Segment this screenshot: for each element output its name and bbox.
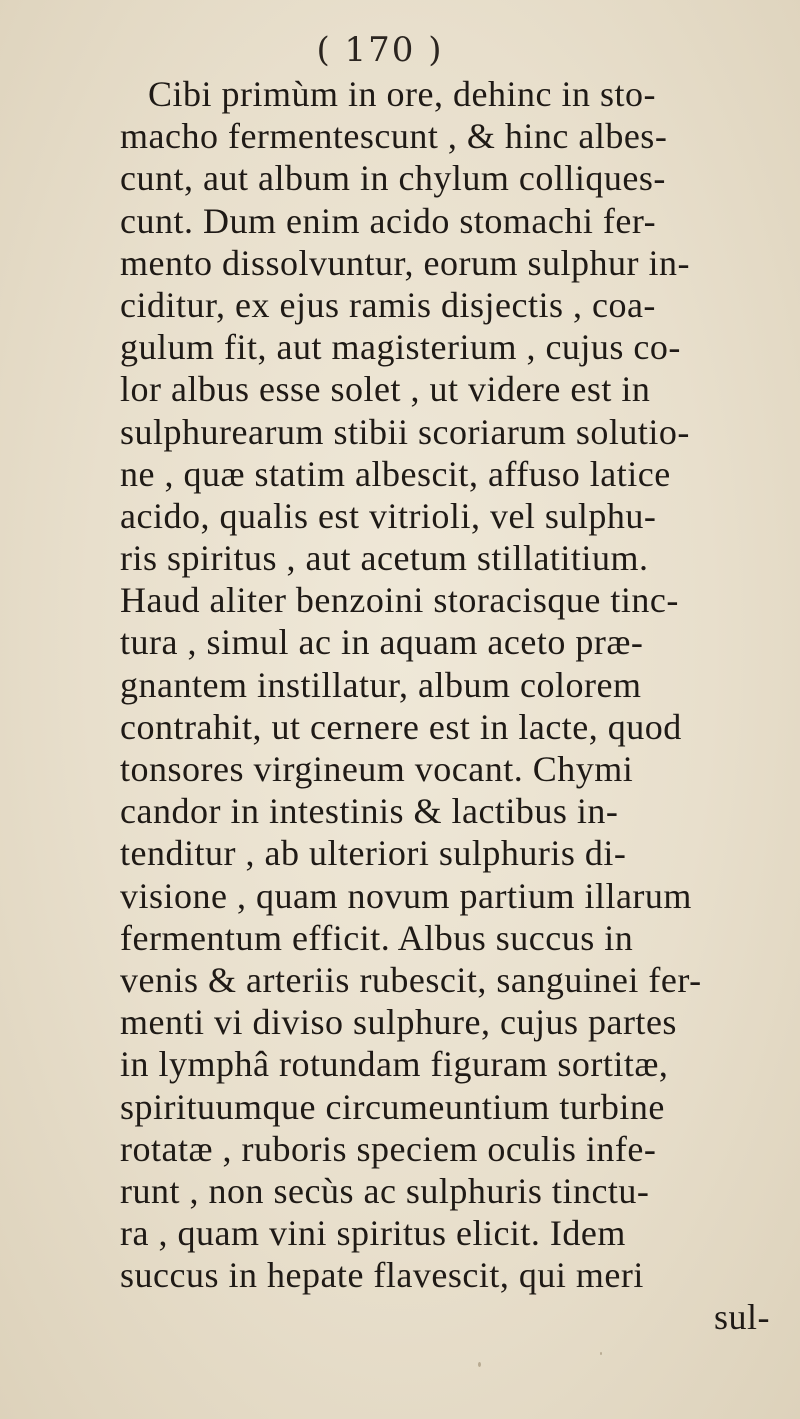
text-line-11: acido, qualis est vitrioli, vel sulphu- [120, 495, 657, 536]
text-line-13: Haud aliter benzoini storacisque tinc- [120, 580, 679, 621]
text-line-7: gulum fit, aut magisterium , cujus co- [120, 327, 681, 368]
text-line-5: mento dissolvuntur, eorum sulphur in- [120, 242, 691, 283]
text-line-28: ra , quam vini spiritus elicit. Idem [120, 1213, 626, 1254]
text-line-10: ne , quæ statim albescit, affuso latice [120, 453, 671, 494]
body-text [120, 73, 780, 1339]
text-line-25: spirituumque circumeuntium turbine [120, 1086, 665, 1127]
text-line-27: runt , non secùs ac sulphuris tinctu- [120, 1170, 650, 1211]
text-line-3: cunt, aut album in chylum colliques- [120, 158, 666, 199]
text-line-1: Cibi primùm in ore, dehinc in sto- [148, 74, 656, 114]
text-line-14: tura , simul ac in aquam aceto præ- [120, 622, 644, 663]
text-line-15: gnantem instillatur, album colorem [120, 664, 642, 705]
text-line-17: tonsores virgineum vocant. Chymi [120, 749, 634, 789]
text-line-26: rotatæ , ruboris speciem oculis infe- [120, 1128, 657, 1169]
text-line-9: sulphurearum stibii scoriarum solutio- [120, 411, 690, 452]
catchword: sul- [714, 1297, 770, 1338]
text-line-19: tenditur , ab ulteriori sulphuris di- [120, 833, 627, 874]
text-line-12: ris spiritus , aut acetum stillatitium. [120, 538, 649, 579]
text-line-22: venis & arteriis rubescit, sanguinei fer- [120, 959, 702, 1000]
text-line-23: menti vi diviso sulphure, cujus partes [120, 1002, 677, 1043]
paper-speck [478, 1362, 481, 1367]
text-line-16: contrahit, ut cernere est in lacte, quod [120, 706, 682, 747]
paper-speck [600, 1352, 602, 1355]
text-line-6: ciditur, ex ejus ramis disjectis , coa- [120, 284, 656, 325]
text-line-18: candor in intestinis & lactibus in- [120, 791, 619, 832]
text-line-8: lor albus esse solet , ut videre est in [120, 369, 651, 410]
text-line-21: fermentum efficit. Albus succus in [120, 917, 634, 958]
text-line-20: visione , quam novum partium illarum [120, 875, 692, 916]
text-line-4: cunt. Dum enim acido stomachi fer- [120, 200, 657, 241]
text-line-2: macho fermentescunt , & hinc albes- [120, 116, 668, 157]
text-line-24: in lymphâ rotundam figuram sortitæ, [120, 1044, 669, 1085]
text-line-29: succus in hepate flavescit, qui meri [120, 1255, 644, 1296]
page-number: ( 170 ) [316, 30, 444, 70]
